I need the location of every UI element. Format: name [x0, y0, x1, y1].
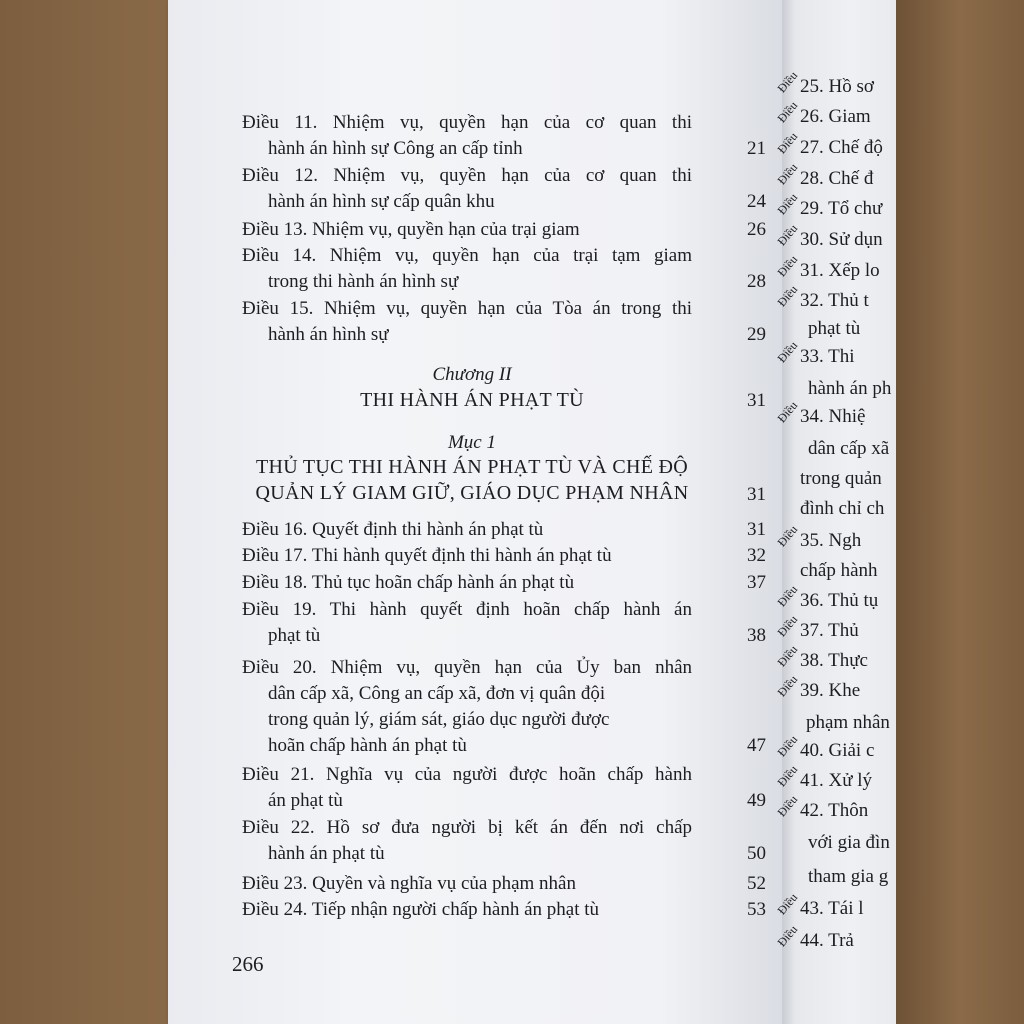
- right-entry: Điều31. Xếp lo: [774, 252, 880, 281]
- right-entry: Điều32. Thủ t: [774, 282, 869, 311]
- right-entry: hành án ph: [808, 378, 892, 399]
- toc-entry-14: Điều 14. Nhiệm vụ, quyền hạn của trại tạm giam trong thi hành án hình sự 28: [242, 243, 766, 295]
- right-entry: Điều25. Hồ sơ: [774, 68, 874, 97]
- right-entry: trong quản: [800, 468, 882, 489]
- chapter-title: THI HÀNH ÁN PHẠT TÙ: [360, 389, 584, 411]
- right-entry: chấp hành: [800, 560, 878, 581]
- page-ref: 52: [747, 873, 766, 894]
- toc-entry-18: Điều 18. Thủ tục hoãn chấp hành án phạt tù 37: [242, 570, 766, 596]
- page-ref: 47: [747, 735, 766, 756]
- toc-entry-22: Điều 22. Hồ sơ đưa người bị kết án đến nơi chấp hành án phạt tù 50: [242, 815, 766, 867]
- right-entry: Điều27. Chế độ: [774, 129, 883, 158]
- right-entry: Điều28. Chế đ: [774, 160, 874, 189]
- right-entry: Điều34. Nhiệ: [774, 398, 866, 427]
- toc-entry-13: Điều 13. Nhiệm vụ, quyền hạn của trại giam 26: [242, 217, 766, 243]
- right-entry: phạt tù: [808, 318, 861, 339]
- right-entry: Điều29. Tổ chư: [774, 190, 883, 219]
- toc-entry-12: Điều 12. Nhiệm vụ, quyền hạn của cơ quan thi hành án hình sự cấp quân khu 24: [242, 163, 766, 215]
- page-ref: 26: [747, 219, 766, 240]
- right-entry: Điều33. Thi: [774, 338, 855, 367]
- page-ref: 37: [747, 572, 766, 593]
- chapter-label: Chương II: [432, 364, 512, 385]
- right-entry: Điều39. Khe: [774, 672, 861, 701]
- right-entry: với gia đìn: [808, 832, 890, 853]
- right-entry: Điều42. Thôn: [774, 792, 869, 821]
- right-entry: tham gia g: [808, 866, 889, 887]
- right-entry: Điều40. Giải c: [774, 732, 875, 761]
- section-label: Mục 1: [447, 432, 496, 453]
- toc-entry-20: Điều 20. Nhiệm vụ, quyền hạn của Ủy ban nhân dân cấp xã, Công an cấp xã, đơn vị quân đội trong quản lý, giám sát, giáo dục người được hoãn chấp hành án phạt tù 47: [242, 655, 766, 759]
- right-entry: đình chỉ ch: [800, 498, 885, 519]
- right-entry: Điều36. Thủ tụ: [774, 582, 879, 611]
- page-ref: 24: [747, 191, 766, 212]
- page-ref: 21: [747, 138, 766, 159]
- right-entry: Điều35. Ngh: [774, 522, 862, 551]
- toc-entry-24: Điều 24. Tiếp nhận người chấp hành án phạt tù 53: [242, 897, 766, 923]
- right-entry: Điều30. Sử dụn: [774, 221, 883, 250]
- right-entry: Điều43. Tái l: [774, 890, 864, 919]
- toc-entry-19: Điều 19. Thi hành quyết định hoãn chấp hành án phạt tù 38: [242, 597, 766, 649]
- right-entry: Điều38. Thực: [774, 642, 868, 671]
- toc-entry-21: Điều 21. Nghĩa vụ của người được hoãn chấp hành án phạt tù 49: [242, 762, 766, 814]
- right-entry: dân cấp xã: [808, 438, 890, 459]
- page-ref: 32: [747, 545, 766, 566]
- right-entry: Điều41. Xử lý: [774, 762, 873, 791]
- page-ref: 53: [747, 899, 766, 920]
- toc-entry-23: Điều 23. Quyền và nghĩa vụ của phạm nhân 52: [242, 871, 766, 897]
- toc-entry-17: Điều 17. Thi hành quyết định thi hành án phạt tù 32: [242, 543, 766, 569]
- page-ref: 49: [747, 790, 766, 811]
- page-ref: 29: [747, 324, 766, 345]
- page-ref: 50: [747, 843, 766, 864]
- page-number: 266: [232, 952, 264, 976]
- toc-entry-16: Điều 16. Quyết định thi hành án phạt tù 31: [242, 517, 766, 543]
- page-ref: 38: [747, 625, 766, 646]
- right-entry: phạm nhân: [806, 712, 890, 733]
- toc-entry-11: Điều 11. Nhiệm vụ, quyền hạn của cơ quan thi hành án hình sự Công an cấp tỉnh 21: [242, 110, 766, 162]
- section-title-line1: THỦ TỤC THI HÀNH ÁN PHẠT TÙ VÀ CHẾ ĐỘ: [255, 456, 689, 478]
- chapter-page-ref: 31: [747, 390, 766, 411]
- toc-entry-15: Điều 15. Nhiệm vụ, quyền hạn của Tòa án trong thi hành án hình sự 29: [242, 296, 766, 348]
- right-entry: Điều37. Thủ: [774, 612, 859, 641]
- section-title-line2: QUẢN LÝ GIAM GIỮ, GIÁO DỤC PHẠM NHÂN: [255, 482, 689, 504]
- section-page-ref: 31: [747, 484, 766, 505]
- page-ref: 28: [747, 271, 766, 292]
- right-entry: Điều26. Giam: [774, 98, 871, 127]
- right-entry: Điều44. Trả: [774, 922, 854, 951]
- page-ref: 31: [747, 519, 766, 540]
